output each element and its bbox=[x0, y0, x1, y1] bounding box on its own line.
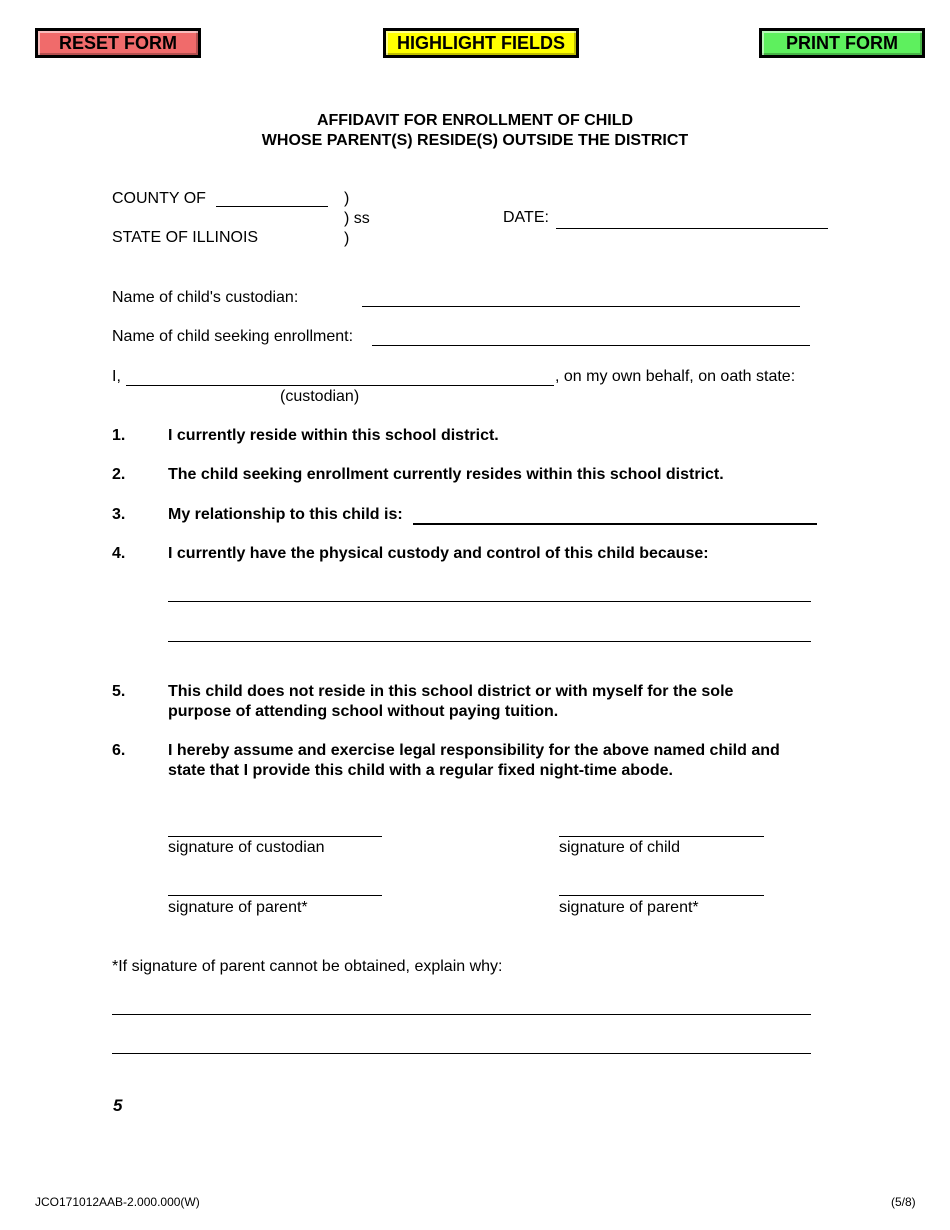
custodian-name-field[interactable] bbox=[362, 306, 800, 307]
parent-signature-line-right[interactable] bbox=[559, 895, 764, 896]
custody-reason-field-1[interactable] bbox=[168, 601, 811, 602]
custody-reason-field-2[interactable] bbox=[168, 641, 811, 642]
relationship-field[interactable] bbox=[413, 523, 817, 525]
statement-3-number: 3. bbox=[112, 506, 126, 523]
statement-4-text: I currently have the physical custody and control of this child because: bbox=[168, 545, 709, 562]
statement-1-number: 1. bbox=[112, 427, 126, 444]
statement-1-text: I currently reside within this school district. bbox=[168, 427, 499, 444]
parent-signature-label-right: signature of parent* bbox=[559, 899, 699, 916]
custodian-signature-line[interactable] bbox=[168, 836, 382, 837]
custodian-name-label: Name of child's custodian: bbox=[112, 289, 299, 306]
reset-form-button[interactable]: RESET FORM bbox=[35, 28, 201, 58]
custodian-signature-label: signature of custodian bbox=[168, 839, 325, 856]
statement-6-number: 6. bbox=[112, 742, 126, 759]
state-label: STATE OF ILLINOIS bbox=[112, 229, 259, 246]
oath-caption: (custodian) bbox=[280, 388, 360, 405]
explain-label: *If signature of parent cannot be obtained, explain why: bbox=[112, 958, 503, 975]
statement-2-text: The child seeking enrollment currently resides within this school district. bbox=[168, 466, 724, 483]
form-revision: (5/8) bbox=[891, 1195, 916, 1209]
child-signature-line[interactable] bbox=[559, 836, 764, 837]
statement-2-number: 2. bbox=[112, 466, 126, 483]
highlight-fields-button[interactable]: HIGHLIGHT FIELDS bbox=[383, 28, 579, 58]
statement-4-number: 4. bbox=[112, 545, 126, 562]
ss-label: ) ss bbox=[344, 210, 370, 227]
child-signature-label: signature of child bbox=[559, 839, 680, 856]
page-number: 5 bbox=[113, 1096, 123, 1115]
child-name-label: Name of child seeking enrollment: bbox=[112, 328, 354, 345]
statement-6-text-line-1: I hereby assume and exercise legal responsibility for the above named child and bbox=[168, 742, 780, 759]
oath-prefix: I, bbox=[112, 368, 121, 385]
form-title-line-1: AFFIDAVIT FOR ENROLLMENT OF CHILD bbox=[316, 112, 634, 129]
paren-2: ) bbox=[344, 230, 350, 247]
statement-5-number: 5. bbox=[112, 683, 126, 700]
county-field[interactable] bbox=[216, 206, 328, 207]
statement-6-text-line-2: state that I provide this child with a regular fixed night-time abode. bbox=[168, 762, 673, 779]
custodian-oath-field[interactable] bbox=[126, 385, 554, 386]
date-field[interactable] bbox=[556, 228, 828, 229]
statement-3-text: My relationship to this child is: bbox=[168, 506, 403, 523]
child-name-field[interactable] bbox=[372, 345, 810, 346]
form-title-line-2: WHOSE PARENT(S) RESIDE(S) OUTSIDE THE DISTRICT bbox=[261, 132, 689, 149]
statement-5-text-line-1: This child does not reside in this school district or with myself for the sole bbox=[168, 683, 734, 700]
form-code: JCO171012AAB-2.000.000(W) bbox=[35, 1195, 200, 1209]
explain-field-1[interactable] bbox=[112, 1014, 811, 1015]
county-label: COUNTY OF bbox=[112, 190, 206, 207]
oath-suffix: , on my own behalf, on oath state: bbox=[555, 368, 796, 385]
parent-signature-line-left[interactable] bbox=[168, 895, 382, 896]
date-label: DATE: bbox=[503, 209, 549, 226]
paren-1: ) bbox=[344, 190, 350, 207]
statement-5-text-line-2: purpose of attending school without paying tuition. bbox=[168, 703, 559, 720]
print-form-button[interactable]: PRINT FORM bbox=[759, 28, 925, 58]
explain-field-2[interactable] bbox=[112, 1053, 811, 1054]
parent-signature-label-left: signature of parent* bbox=[168, 899, 308, 916]
